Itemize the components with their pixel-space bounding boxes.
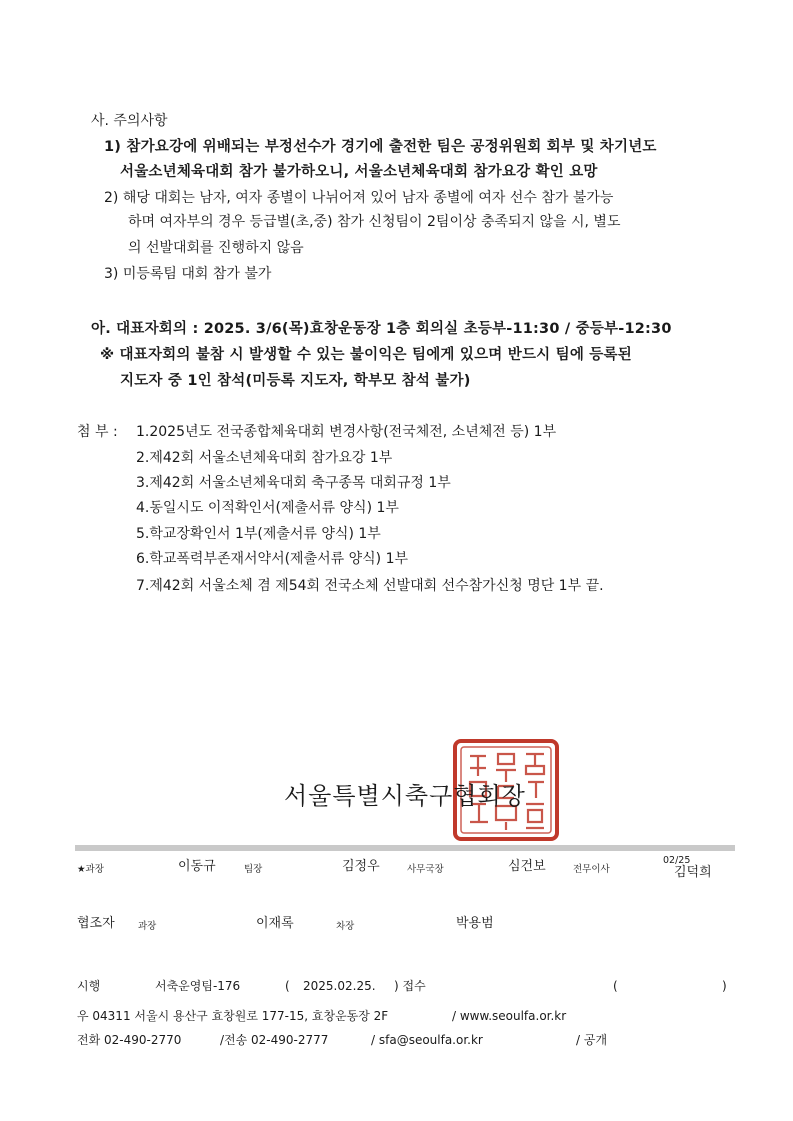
approval-name-2: 김정우 — [342, 859, 380, 874]
receipt-paren-open: ( — [613, 979, 618, 993]
approval-title-1: ★과장 — [77, 864, 104, 875]
approval-title-2: 팀장 — [244, 864, 263, 875]
caution-item-1-line-2: 서울소년체육대회 참가 불가하오니, 서울소년체육대회 참가요강 확인 요망 — [120, 164, 598, 180]
attachment-item: 6.학교폭력부존재서약서(제출서류 양식) 1부 — [136, 551, 408, 567]
attachment-item: 2.제42회 서울소년체육대회 참가요강 1부 — [136, 450, 393, 466]
meeting-note-line-1: ※ 대표자회의 불참 시 발생할 수 있는 불이익은 팀에게 있으며 반드시 팀에 등록된 — [100, 347, 632, 363]
approval-name-4: 김덕희 — [674, 865, 712, 880]
attachments-label: 첨 부 : — [77, 424, 118, 440]
receipt-label: ) 접수 — [394, 979, 426, 993]
disclosure-status: / 공개 — [576, 1033, 608, 1047]
approval-title-4: 전무이사 — [573, 864, 610, 875]
divider — [75, 845, 735, 851]
email-link[interactable]: / sfa@seoulfa.or.kr — [371, 1033, 483, 1047]
address: 우 04311 서울시 용산구 효창원로 177-15, 효창운동장 2F — [77, 1009, 389, 1023]
meeting-note-line-2: 지도자 중 1인 참석(미등록 지도자, 학부모 참석 불가) — [120, 373, 471, 389]
caution-item-2-line-2: 하며 여자부의 경우 등급별(초,중) 참가 신청팀이 2팀이상 충족되지 않을 시, 별도 — [128, 214, 621, 230]
attachment-item: 4.동일시도 이적확인서(제출서류 양식) 1부 — [136, 500, 399, 516]
cooperation-title-2: 차장 — [336, 921, 355, 932]
receipt-paren-close: ) — [722, 979, 727, 993]
attachment-item: 1.2025년도 전국종합체육대회 변경사항(전국체전, 소년체전 등) 1부 — [136, 424, 557, 440]
cooperation-name-2: 박용범 — [456, 916, 494, 931]
sender-title: 서울특별시축구협회장 — [284, 782, 526, 810]
caution-item-1-line-1: 1) 참가요강에 위배되는 부정선수가 경기에 출전한 팀은 공정위원회 회부 및 차기년도 — [104, 139, 657, 155]
attachment-item: 5.학교장확인서 1부(제출서류 양식) 1부 — [136, 526, 381, 542]
website-link[interactable]: / www.seoulfa.or.kr — [452, 1009, 567, 1023]
attachment-item: 7.제42회 서울소체 겸 제54회 전국소체 선발대회 선수참가신청 명단 1부 끝. — [136, 578, 604, 594]
cooperation-title-1: 과장 — [138, 921, 157, 932]
cooperation-name-1: 이재록 — [256, 916, 294, 931]
approval-name-3: 심건보 — [508, 859, 546, 874]
caution-item-2-line-1: 2) 해당 대회는 남자, 여자 종별이 나뉘어져 있어 남자 종별에 여자 선수 참가 불가능 — [104, 190, 614, 206]
document-number: 서축운영팀-176 — [155, 979, 241, 993]
approval-date-4: 02/25 — [663, 855, 691, 866]
enforce-label: 시행 — [77, 979, 101, 993]
caution-item-3: 3) 미등록팀 대회 참가 불가 — [104, 266, 272, 282]
section-a-heading: 아. 대표자회의 : 2025. 3/6(목)효창운동장 1층 회의실 초등부-11:30 / 중등부-12:30 — [91, 321, 672, 337]
phone-number: 전화 02-490-2770 — [77, 1033, 182, 1047]
fax-number: /전송 02-490-2777 — [220, 1033, 329, 1047]
section-sa-heading: 사. 주의사항 — [91, 113, 168, 129]
cooperation-label: 협조자 — [77, 916, 115, 931]
approval-name-1: 이동규 — [178, 859, 216, 874]
enforce-date: 2025.02.25. — [303, 979, 376, 993]
date-paren-open: ( — [285, 979, 290, 993]
attachment-item: 3.제42회 서울소년체육대회 축구종목 대회규정 1부 — [136, 475, 451, 491]
caution-item-2-line-3: 의 선발대회를 진행하지 않음 — [128, 240, 304, 256]
approval-title-3: 사무국장 — [407, 864, 444, 875]
